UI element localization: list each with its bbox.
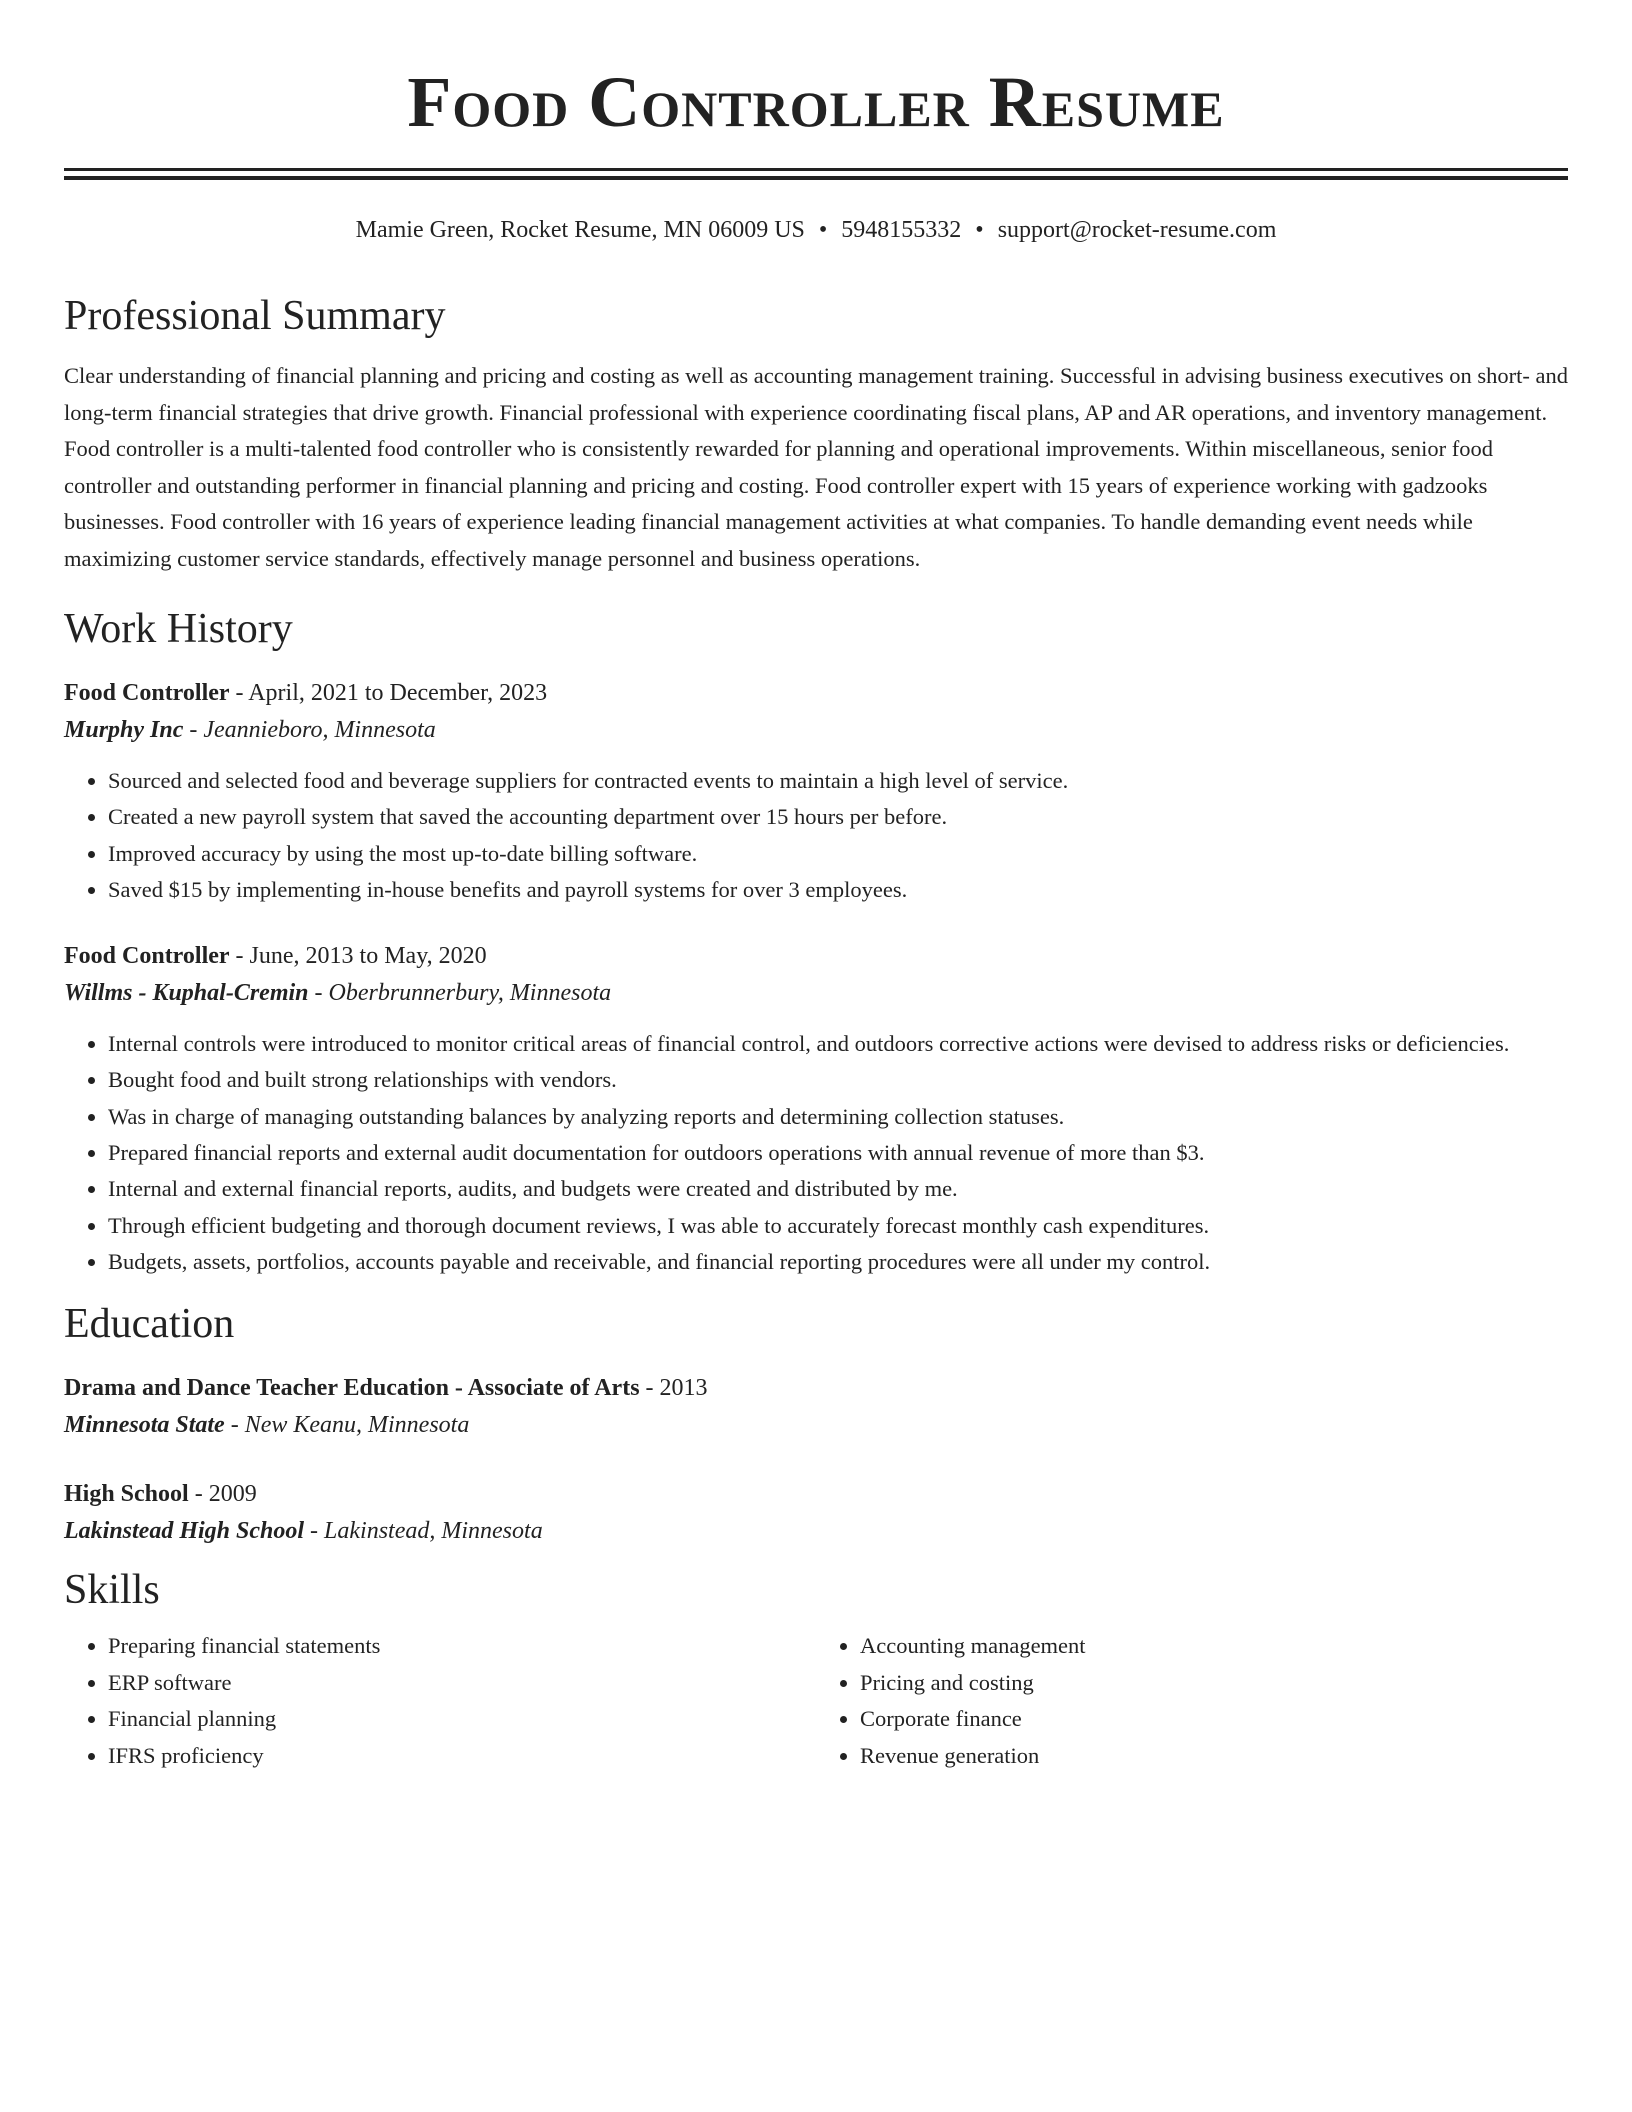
education-school: Minnesota State: [64, 1412, 225, 1439]
education-degree-line: [64, 1476, 1568, 1512]
skill-item: • Financial planning: [108, 1701, 816, 1738]
list-item: • Budgets, assets, portfolios, accounts payable and receivable, and financial reporting procedures were all under my control.: [108, 1244, 1568, 1280]
list-item: • Saved $15 by implementing in-house benefits and payroll systems for over 3 employees.: [108, 872, 1568, 908]
job-bullets: [64, 763, 1568, 908]
title-divider: [64, 168, 1568, 180]
education-location: - New Keanu, Minnesota: [224, 1412, 470, 1439]
skill-item: • Corporate finance: [860, 1701, 1568, 1738]
summary-heading: Professional Summary: [64, 293, 446, 339]
list-item: • Bought food and built strong relationships with vendors.: [108, 1062, 1568, 1098]
job-dates: - April, 2021 to December, 2023: [229, 680, 548, 706]
list-item: • Created a new payroll system that saved the accounting department over 15 hours per before.: [108, 799, 1568, 835]
skills-list-left: [64, 1628, 816, 1774]
education-heading: Education: [64, 1301, 235, 1348]
job-location: - Oberbrunnerbury, Minnesota: [308, 980, 612, 1007]
skill-item: • IFRS proficiency: [108, 1738, 816, 1775]
skills-heading: Skills: [64, 1567, 160, 1614]
job-location: - Jeannieboro, Minnesota: [183, 717, 436, 743]
list-item: • Internal and external financial reports, audits, and budgets were created and distributed by me.: [108, 1171, 1568, 1207]
skill-item: • Revenue generation: [860, 1738, 1568, 1775]
job-company: Murphy Inc: [64, 717, 184, 743]
job-title-line: [64, 675, 1568, 711]
list-item: • Was in charge of managing outstanding balances by analyzing reports and determining collection statuses.: [108, 1099, 1568, 1135]
job-entry: [64, 675, 1568, 908]
work-history-heading: Work History: [64, 606, 293, 652]
skill-item: • Pricing and costing: [860, 1665, 1568, 1702]
divider-line-thick: [64, 176, 1568, 180]
contact-line: [64, 214, 1568, 246]
education-degree-line: [64, 1370, 1568, 1406]
job-dates: - June, 2013 to May, 2020: [229, 943, 487, 970]
contact-separator: •: [975, 217, 984, 243]
education-school-line: [64, 1406, 1568, 1444]
education-location: - Lakinstead, Minnesota: [304, 1518, 543, 1545]
education-school: Lakinstead High School: [64, 1518, 305, 1545]
list-item: • Prepared financial reports and external audit documentation for outdoors operations with annual revenue of more than $3.: [108, 1135, 1568, 1171]
education-year: - 2009: [188, 1481, 257, 1508]
skills-columns: [64, 1628, 1568, 1774]
skill-item: • Accounting management: [860, 1628, 1568, 1665]
job-title: Food Controller: [64, 943, 230, 970]
list-item: • Sourced and selected food and beverage suppliers for contracted events to maintain a high level of service.: [108, 763, 1568, 799]
contact-phone: 5948155332: [841, 217, 962, 243]
contact-separator: •: [818, 217, 828, 243]
job-entry: [64, 938, 1568, 1280]
contact-email: support@rocket-resume.com: [997, 217, 1277, 243]
skill-item: • ERP software: [108, 1665, 816, 1702]
list-item: • Through efficient budgeting and thorough document reviews, I was able to accurately forecast monthly cash expenditures.: [108, 1208, 1568, 1244]
resume-title: Food Controller Resume: [407, 62, 1225, 142]
education-year: - 2013: [639, 1375, 708, 1402]
job-company-line: [64, 974, 1568, 1012]
skill-item: • Preparing financial statements: [108, 1628, 816, 1665]
skills-list-right: [816, 1628, 1568, 1774]
job-title: Food Controller: [64, 680, 230, 706]
contact-address: Mamie Green, Rocket Resume, MN 06009 US: [355, 217, 805, 243]
job-bullets: [64, 1026, 1568, 1280]
education-school-line: [64, 1512, 1568, 1550]
job-title-line: [64, 938, 1568, 974]
education-entry: [64, 1370, 1568, 1444]
summary-text: Clear understanding of financial planning and pricing and costing as well as accounting management training. Successful in advising business executives on short- and long-term financial strategies that drive growth. Financial professional with experience coordinating fiscal plans, AP and AR operations, and inventory management. Food controller is a multi-talented food controller who is consistently rewarded for planning and operational improvements. Within miscellaneous, senior food controller and outstanding performer in financial planning and pricing and costing. Food controller expert with 15 years of experience working with gadzooks businesses. Food controller with 16 years of experience leading financial management activities at what companies. To handle demanding event needs while maximizing customer service standards, effectively manage personnel and business operations.: [64, 363, 1568, 571]
education-entry: [64, 1476, 1568, 1550]
list-item: • Internal controls were introduced to monitor critical areas of financial control, and outdoors corrective actions were devised to address risks or deficiencies.: [108, 1026, 1568, 1062]
divider-line-thin: [64, 168, 1568, 171]
education-degree: Drama and Dance Teacher Education - Associate of Arts: [64, 1375, 640, 1402]
job-company: Willms - Kuphal-Cremin: [64, 980, 309, 1007]
job-company-line: [64, 711, 1568, 749]
education-degree: High School: [64, 1481, 189, 1508]
list-item: • Improved accuracy by using the most up-to-date billing software.: [108, 836, 1568, 872]
